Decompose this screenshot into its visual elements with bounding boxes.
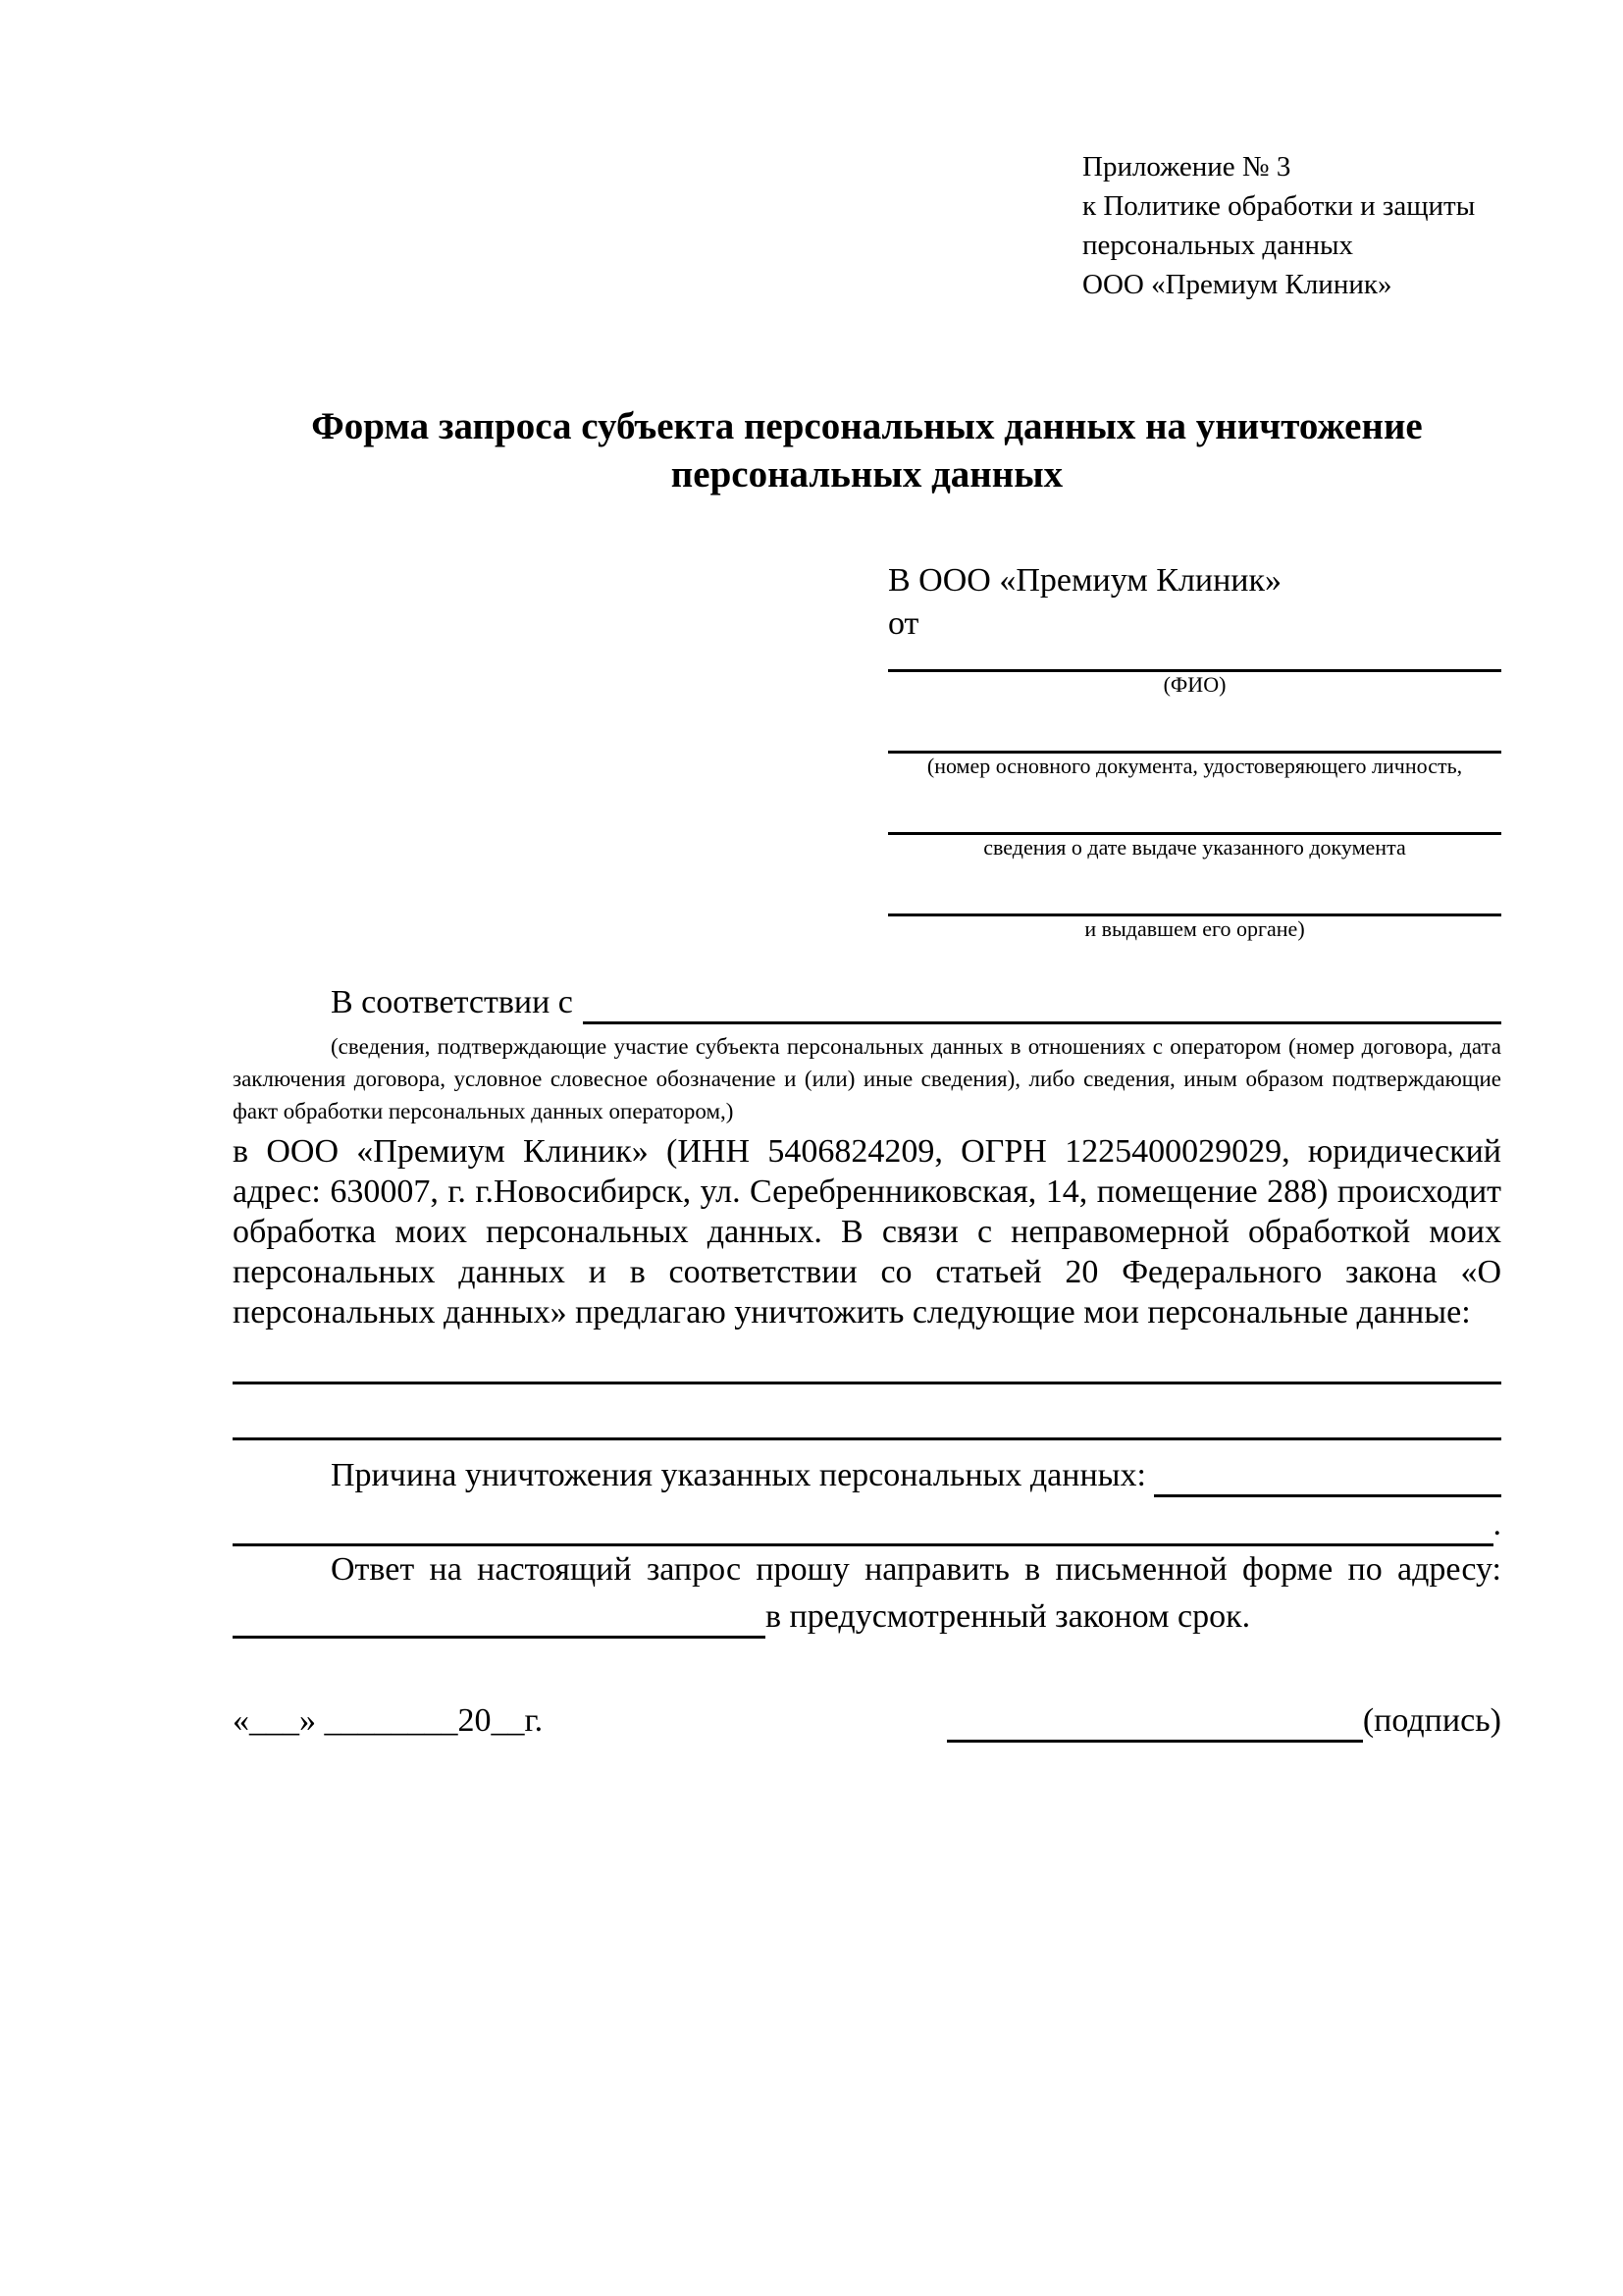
addressee-from-label: от	[888, 605, 919, 642]
document-issuer-caption: и выдавшем его органе)	[1084, 916, 1305, 941]
accordance-label: В соответствии с	[331, 984, 573, 1020]
reason-row	[233, 1454, 1501, 1497]
document-number-caption: (номер основного документа, удостоверяющего личность,	[926, 754, 1463, 778]
signature-group	[947, 1699, 1501, 1743]
reason-continuation-row	[233, 1503, 1501, 1546]
footer-row	[233, 1699, 1501, 1743]
document-title: Форма запроса субъекта персональных данных на уничтожение персональных данных	[311, 405, 1423, 496]
appendix-header	[1082, 147, 1501, 304]
reason-label: Причина уничтожения указанных персональных данных:	[331, 1457, 1146, 1493]
document-number-blank-line[interactable]	[888, 735, 1501, 754]
accordance-row	[233, 981, 1501, 1024]
response-request-paragraph: Ответ на настоящий запрос прошу направить в письменной форме по адресу:	[331, 1551, 1501, 1588]
appendix-header-line: Приложение № 3	[1082, 151, 1291, 183]
document-issuer-blank-line[interactable]	[888, 898, 1501, 916]
response-suffix: в предусмотренный законом срок.	[765, 1598, 1251, 1635]
fio-blank-line[interactable]	[888, 653, 1501, 672]
date-field[interactable]: «___» ________20__г.	[233, 1702, 544, 1739]
appendix-header-line: к Политике обработки и защиты	[1082, 190, 1476, 222]
signature-caption: (подпись)	[1362, 1702, 1501, 1739]
document-issue-date-caption: сведения о дате выдаче указанного документа	[983, 835, 1406, 860]
reason-blank-line-2[interactable]	[233, 1510, 1493, 1546]
response-address-blank-line[interactable]	[233, 1602, 765, 1639]
sentence-period: .	[1492, 1506, 1501, 1542]
response-address-row	[233, 1595, 1501, 1639]
personal-data-blank-line-2[interactable]	[233, 1384, 1501, 1440]
appendix-header-line: ООО «Премиум Клиник»	[1082, 269, 1392, 300]
signature-blank-line[interactable]	[947, 1706, 1363, 1743]
accordance-note: (сведения, подтверждающие участие субъекта персональных данных в отношениях с оператором (номер договора, дата заключения договора, условное словесное обозначение и (или) иные сведения), либо сведения, иным образом подтверждающие факт обработки персональных данных оператором,)	[233, 1034, 1501, 1123]
addressee-block	[888, 559, 1501, 942]
reason-blank-line[interactable]	[1154, 1461, 1501, 1497]
addressee-to: В ООО «Премиум Клиник»	[888, 562, 1283, 599]
document-issue-date-blank-line[interactable]	[888, 816, 1501, 835]
main-paragraph: в ООО «Премиум Клиник» (ИНН 5406824209, ОГРН 1225400029029, юридический адрес: 630007, г. г.Новосибирск, ул. Серебренниковская, 14, помещение 288) происходит обработка моих персональных данных. В связи с неправомерной обработкой моих персональных данных и в соответствии со статьей 20 Федерального закона «О персональных данных» предлагаю уничтожить следующие мои персональные данные:	[233, 1133, 1501, 1331]
personal-data-blank-line-1[interactable]	[233, 1332, 1501, 1384]
fio-caption: (ФИО)	[1163, 672, 1227, 697]
appendix-header-line: персональных данных	[1082, 230, 1354, 261]
accordance-blank-line[interactable]	[583, 988, 1501, 1024]
